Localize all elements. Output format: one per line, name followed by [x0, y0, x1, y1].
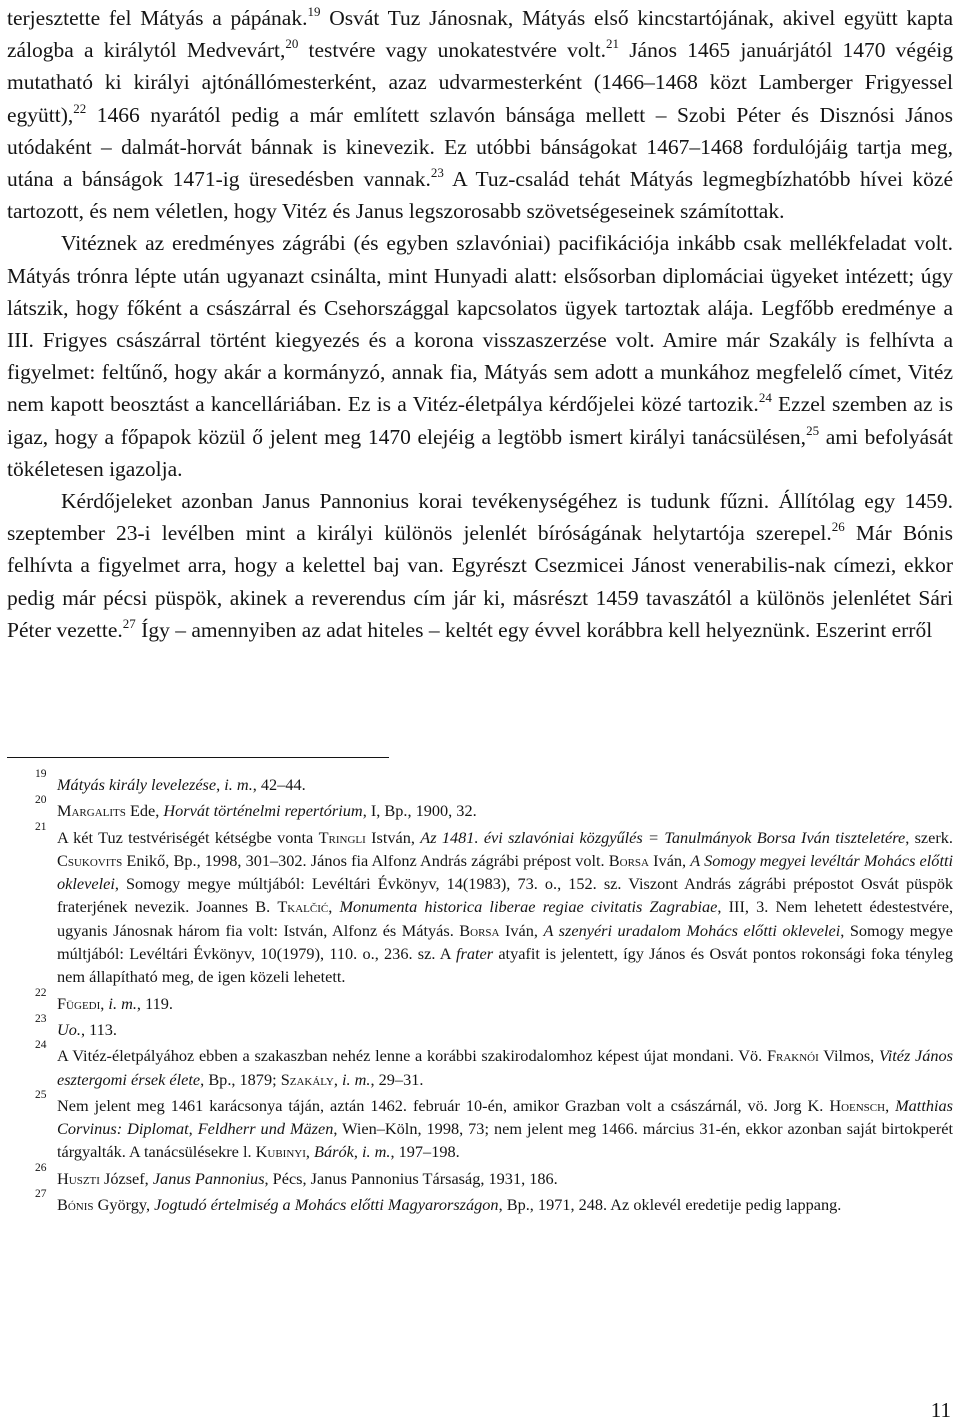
text-run: , Bp., 1971, 248. Az oklevél eredetije pedig lappang.: [498, 1195, 842, 1215]
author-surname: Fraknói: [766, 1046, 819, 1066]
text-run: ,: [305, 1142, 315, 1162]
text-run: , 113.: [80, 1019, 117, 1039]
text-run: Ede,: [125, 801, 164, 821]
text-run: ,: [885, 1095, 896, 1115]
footnote-number: 27: [35, 1188, 47, 1201]
footnote-number: 21: [35, 820, 47, 833]
italic-title: i. m.: [361, 1142, 391, 1162]
footnote-number: 24: [35, 1039, 47, 1052]
text-run: Enikő, Bp., 1998, 301–302. János fia Alfonz András zágrábi prépost volt.: [122, 850, 609, 870]
footnote-number: 23: [35, 1012, 47, 1025]
text-run: , 197–198.: [390, 1142, 460, 1162]
footnote-ref-27: 27: [122, 615, 136, 631]
italic-title: Vitéz János esztergomi érsek élete: [57, 1046, 953, 1089]
text-run: István,: [365, 827, 421, 847]
text-run: , 42–44.: [252, 775, 306, 794]
main-text: [7, 2, 953, 646]
text-run: ,: [100, 993, 109, 1013]
author-surname: Borsa: [608, 850, 649, 870]
footnote-ref-19: 19: [307, 4, 321, 19]
text-run: , 29–31.: [370, 1069, 424, 1089]
author-surname: Tkalčić: [277, 897, 329, 917]
author-surname: Szakály: [280, 1069, 334, 1089]
document-page: [7, 0, 953, 1425]
footnote-ref-22: 22: [73, 100, 87, 116]
text-run: , Wien–Köln, 1998, 73; nem jelent meg 1466. március 31-én, ekkor azonban saját birtokperét tárgyalták. A tanácsülésekre l.: [57, 1119, 954, 1162]
italic-title: Horvát történelmi repertórium: [163, 801, 363, 821]
italic-title: i. m.: [108, 993, 137, 1013]
text-run: , 119.: [136, 993, 173, 1013]
footnote-separator: [7, 757, 389, 758]
text-run: 1466 nyarától pedig a már említett szlavón bánsága mellett – Szobi Péter és Disznósi János utódaként – dalmát-horvát bánnak is kinevezik. Ez utóbbi bánságokat 1467–1468 fordulójáig tartja meg, utána a bánságok 1471-ig üresedésben vannak.: [7, 102, 953, 192]
author-surname: Huszti: [57, 1168, 100, 1188]
footnote-ref-24: 24: [758, 390, 772, 406]
text-run: , Bp., 1879;: [200, 1069, 281, 1089]
text-run: ,: [353, 1142, 362, 1162]
text-run: testvére vagy unokatestvére volt.: [298, 38, 606, 63]
text-run: Így – amennyiben az adat hiteles – keltét egy évvel korábbra kell helyeznünk. Eszerint erről: [135, 617, 933, 642]
text-run: ,: [328, 897, 340, 917]
footnote-number: 19: [35, 768, 47, 780]
text-run: György,: [93, 1195, 155, 1215]
text-run: atyafit is jelentett, így János és Osvát pontos rokonsági foka tényleg nem állapítható meg, de igen közeli lehetett.: [57, 944, 953, 987]
author-surname: Tringli: [318, 827, 366, 847]
text-run: Ezzel szemben az is igaz, hogy a főpapok közül ő jelent meg 1470 elejéig a legtöbb ismert királyi tanácsülésen,: [7, 392, 953, 449]
italic-title: Matthias Corvinus: Diplomat, Feldherr und Mäzen: [57, 1095, 954, 1139]
text-run: , I, Bp., 1900, 32.: [362, 801, 477, 821]
footnote-23: [7, 1012, 953, 1041]
footnote-26: [7, 1161, 953, 1190]
paragraph: [7, 2, 953, 227]
footnotes: [7, 768, 954, 1219]
italic-title: Az 1481. évi szlavóniai közgyűlés = Tanulmányok Borsa Iván tiszteletére: [420, 827, 906, 847]
text-run: , Somogy megye múltjából: Levéltári Évkönyv, 14(1983), 73. o., 152. sz. Viszont András zágrábi prépostot Osvát püspök fraterjének nevezik. Joannes B.: [57, 874, 953, 917]
author-surname: Margalits: [57, 801, 126, 821]
footnote-22: [7, 986, 953, 1015]
italic-title: i. m.: [342, 1069, 371, 1089]
text-run: ami befolyását tökéletesen igazolja.: [7, 424, 953, 481]
text-run: , Somogy megye múltjából: Levéltári Évkönyv, 10(1979), 110. o., 236. sz. A: [57, 920, 954, 964]
author-surname: Bónis: [57, 1195, 94, 1215]
author-surname: Csukovits: [57, 850, 123, 870]
footnote-number: 20: [35, 794, 47, 807]
text-run: terjesztette fel Mátyás a pápának.: [7, 6, 308, 30]
author-surname: Fügedi: [57, 993, 101, 1013]
page-number: 11: [930, 1398, 951, 1422]
author-surname: Kubinyi: [255, 1142, 306, 1162]
italic-title: Jogtudó értelmiség a Mohács előtti Magyarországon: [154, 1195, 499, 1215]
footnote-ref-25: 25: [806, 422, 820, 438]
footnote-ref-21: 21: [606, 36, 619, 52]
text-run: ,: [333, 1069, 342, 1089]
text-run: , III, 3. Nem lehetett édestestvére, ugyanis Jánosnak három fia volt: István, Alfonz és Mátyás.: [57, 897, 954, 940]
italic-title: Bárók: [314, 1142, 354, 1162]
footnote-19: [7, 768, 953, 796]
text-run: A Vitéz-életpályához ebben a szakaszban nehéz lenne a korábbi szakirodalomhoz képest újat mondani. Vö.: [57, 1046, 767, 1066]
footnote-number: 22: [35, 986, 47, 999]
italic-title: Mátyás király levelezése: [57, 775, 217, 794]
text-run: Iván,: [648, 850, 691, 870]
author-surname: Borsa: [459, 920, 500, 940]
text-run: Nem jelent meg 1461 karácsonya táján, aztán 1462. február 10-én, amikor Grazban volt a császárnál, vö. Jorg K.: [57, 1095, 830, 1115]
italic-title: A Somogy megyei levéltár Mohács előtti oklevelei: [57, 850, 954, 894]
text-run: József,: [99, 1168, 153, 1188]
text-run: A Tuz-család tehát Mátyás legmegbízhatóbb hívei közé tartozott, és nem véletlen, hogy Vitéz és Janus legszorosabb szövetségeseinek számítottak.: [7, 167, 953, 224]
footnote-ref-26: 26: [831, 519, 845, 535]
footnote-24: [7, 1039, 953, 1091]
text-run: A két Tuz testvériségét kétségbe vonta: [57, 827, 319, 847]
text-run: Kérdőjeleket azonban Janus Pannonius korai tevékenységéhez is tudunk fűzni. Állítólag egy 1459. szeptember 23-i levélben mint a királyi különös jelenlét bíróságának helytartója szerepel.: [7, 489, 953, 546]
footnote-number: 25: [35, 1088, 47, 1101]
italic-title: frater: [455, 944, 494, 964]
text-run: , szerk.: [905, 827, 954, 847]
author-surname: Hoensch: [829, 1095, 886, 1115]
text-run: ,: [216, 775, 225, 794]
footnote-ref-20: 20: [285, 36, 299, 52]
italic-title: Monumenta historica liberae regiae civitatis Zagrabiae: [339, 897, 718, 917]
italic-title: Janus Pannonius: [152, 1168, 265, 1188]
footnote-number: 26: [35, 1161, 47, 1174]
text-run: Vilmos,: [818, 1046, 879, 1066]
footnote-25: [7, 1088, 954, 1164]
footnote-27: [7, 1188, 953, 1216]
footnote-20: [7, 794, 953, 822]
text-run: , Pécs, Janus Pannonius Társaság, 1931, 186.: [264, 1168, 558, 1188]
footnote-ref-23: 23: [430, 165, 444, 181]
italic-title: Uo.: [57, 1019, 81, 1039]
text-run: Iván,: [499, 920, 544, 940]
paragraph: [7, 227, 953, 485]
text-run: János 1465 januárjától 1470 végéig mutatható ki királyi ajtónállómesterként, azaz udvarmesterként (1466–1468 közt Lamberger Frigyessel együtt),: [7, 38, 953, 127]
italic-title: i. m.: [224, 775, 253, 794]
text-run: Osvát Tuz Jánosnak, Mátyás első kincstartójának, akivel együtt kapta zálogba a királytól Medvevárt,: [7, 6, 954, 63]
footnote-21: [7, 820, 954, 989]
text-run: Már Bónis felhívta a figyelmet arra, hogy a kelettel baj van. Egyrészt Csezmicei Jánost venerabilis-nak címezi, ekkor pedig már pécsi püspök, akinek a reverendus cím jár ki, másrészt 1459 tavaszától a különös jelenlétet Sári Péter vezette.: [7, 521, 953, 642]
paragraph: [7, 485, 953, 646]
text-run: Vitéznek az eredményes zágrábi (és egyben szlavóniai) pacifikációja inkább csak mellékfeladat volt. Mátyás trónra lépte után ugyanazt csinálta, mint Hunyadi alatt: elsősorban diplomáciai ügyeket intézett; úgy látszik, hogy főként a császárral és Csehországgal kapcsolatos ügyek tartoztak alája. Legfőbb eredménye a III. Frigyes császárral történt kiegyezés és a korona visszaszerzése volt. Amire már Szakály is felhívta a figyelmet: feltűnő, hogy akár a kormányzó, annak fia, Mátyás sem adott a munkához megfelelő címet, Vitéz nem kapott beosztást a kancelláriában. Ez is a Vitéz-életpálya kérdőjelei közé tartozik.: [7, 231, 953, 417]
italic-title: A szenyéri uradalom Mohács előtti oklevelei: [543, 920, 841, 940]
